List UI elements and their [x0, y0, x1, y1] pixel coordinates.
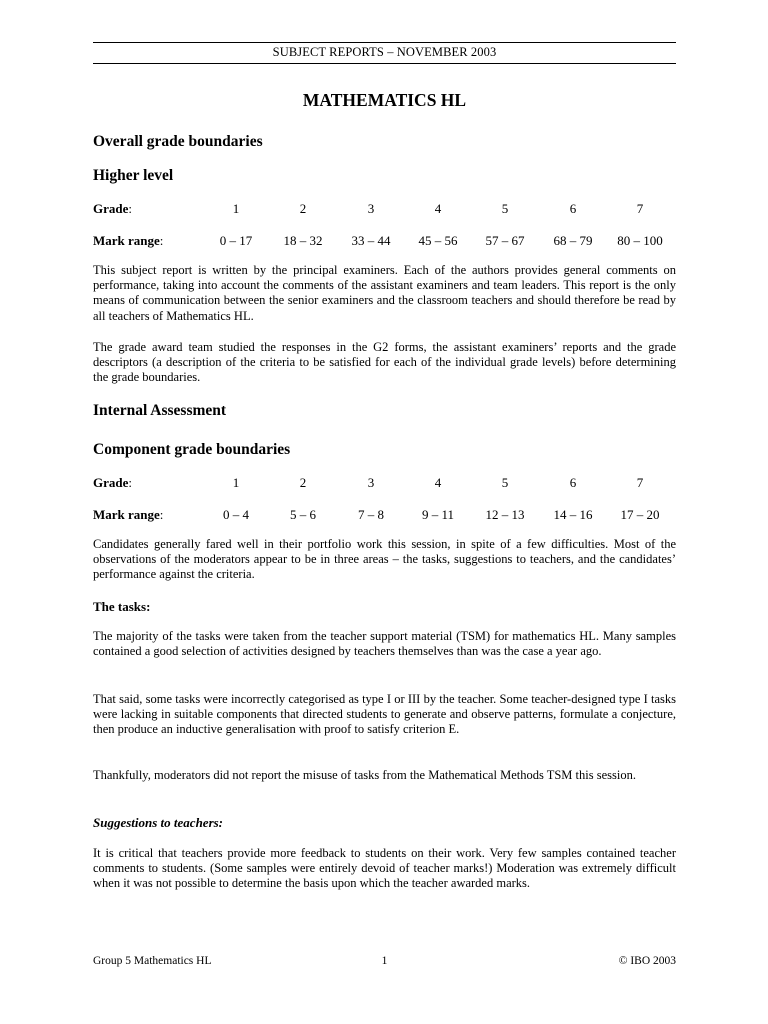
component-range-row: [93, 507, 676, 525]
mark-range-cell: 9 – 11: [421, 507, 455, 522]
document-title: MATHEMATICS HL: [302, 90, 467, 110]
overall-grade-row: [93, 201, 676, 219]
overall-range-row: [93, 233, 676, 251]
grade-cell: 2: [299, 201, 307, 216]
suggestions-paragraph: It is critical that teachers provide more feedback to students on their work. Very few samples contained teacher comments to students. (Some samples were entirely devoid of teacher marks!) Moderation was extremely difficult when it was not possible to determine the basis upon which the teacher awarded marks.: [93, 846, 676, 891]
tasks-paragraph: The majority of the tasks were taken from the teacher support material (TSM) for mathematics HL. Many samples contained a good selection of activities designed by teachers themselves than was the case a year ago.: [93, 629, 676, 659]
internal-assessment-heading: Internal Assessment: [93, 402, 227, 419]
grade-cell: 7: [636, 475, 644, 490]
mark-range-cell: 12 – 13: [485, 507, 525, 522]
grade-cell: 3: [367, 201, 375, 216]
grade-cell: 6: [569, 475, 577, 490]
mark-range-cell: 14 – 16: [553, 507, 593, 522]
grade-cell: 3: [367, 475, 375, 490]
mark-range-cell: 68 – 79: [553, 233, 593, 248]
grade-cell: 7: [636, 201, 644, 216]
tasks-heading: The tasks:: [93, 599, 151, 614]
grade-cell: 2: [299, 475, 307, 490]
intro-paragraph: This subject report is written by the principal examiners. Each of the authors provides general comments on performance, taking into account the comments of the assistant examiners and team leaders. This report is the only means of communication between the senior examiners and the classroom teachers and should therefore be read by all teachers of Mathematics HL.: [93, 263, 676, 323]
grade-cell: 4: [434, 201, 442, 216]
suggestions-heading: Suggestions to teachers:: [93, 815, 224, 830]
mark-range-cell: 7 – 8: [358, 507, 384, 522]
footer-copyright: © IBO 2003: [618, 955, 676, 967]
grade-cell: 1: [232, 201, 240, 216]
grade-cell: 6: [569, 201, 577, 216]
mark-range-cell: 33 – 44: [351, 233, 391, 248]
higher-level-heading: Higher level: [93, 167, 174, 184]
mark-range-cell: 57 – 67: [485, 233, 525, 248]
mark-range-cell: 18 – 32: [283, 233, 323, 248]
mark-range-cell: 0 – 17: [219, 233, 253, 248]
tasks-paragraph: Thankfully, moderators did not report the misuse of tasks from the Mathematical Methods TSM this session.: [93, 768, 636, 782]
running-header: SUBJECT REPORTS – NOVEMBER 2003: [272, 45, 497, 59]
component-heading: Component grade boundaries: [93, 441, 291, 458]
mark-range-cell: 45 – 56: [418, 233, 458, 248]
mark-range-cell: 5 – 6: [290, 507, 316, 522]
grade-row-label: Grade:: [93, 201, 133, 216]
footer-page-number: 1: [381, 955, 388, 967]
header-top-rule: [93, 42, 676, 43]
grade-cell: 5: [501, 475, 509, 490]
intro-paragraph: The grade award team studied the responses in the G2 forms, the assistant examiners’ reports and the grade descriptors (a description of the criteria to be satisfied for each of the individual grade levels) before determining the grade boundaries.: [93, 340, 676, 385]
mark-range-cell: 0 – 4: [223, 507, 249, 522]
footer-group-label: Group 5 Mathematics HL: [93, 955, 212, 967]
overall-heading: Overall grade boundaries: [93, 133, 263, 150]
mark-range-cell: 80 – 100: [617, 233, 663, 248]
page-footer: [93, 955, 676, 971]
mark-range-cell: 17 – 20: [620, 507, 660, 522]
grade-row-label: Grade:: [93, 475, 133, 490]
portfolio-paragraph: Candidates generally fared well in their portfolio work this session, in spite of a few difficulties. Most of the observations of the moderators appear to be in three areas – the tasks, suggestions to teachers, and the candidates’ performance against the criteria.: [93, 537, 676, 582]
mark-range-row-label: Mark range:: [93, 507, 164, 522]
grade-cell: 5: [501, 201, 509, 216]
grade-cell: 1: [232, 475, 240, 490]
tasks-paragraph: That said, some tasks were incorrectly categorised as type I or III by the teacher. Some teacher-designed type I tasks were lacking in suitable components that directed students to generate and observe patterns, formulate a conjecture, then produce an inductive generalisation with proof to satisfy criterion E.: [93, 692, 676, 737]
grade-cell: 4: [434, 475, 442, 490]
header-bottom-rule: [93, 63, 676, 64]
component-grade-row: [93, 475, 676, 493]
mark-range-row-label: Mark range:: [93, 233, 164, 248]
